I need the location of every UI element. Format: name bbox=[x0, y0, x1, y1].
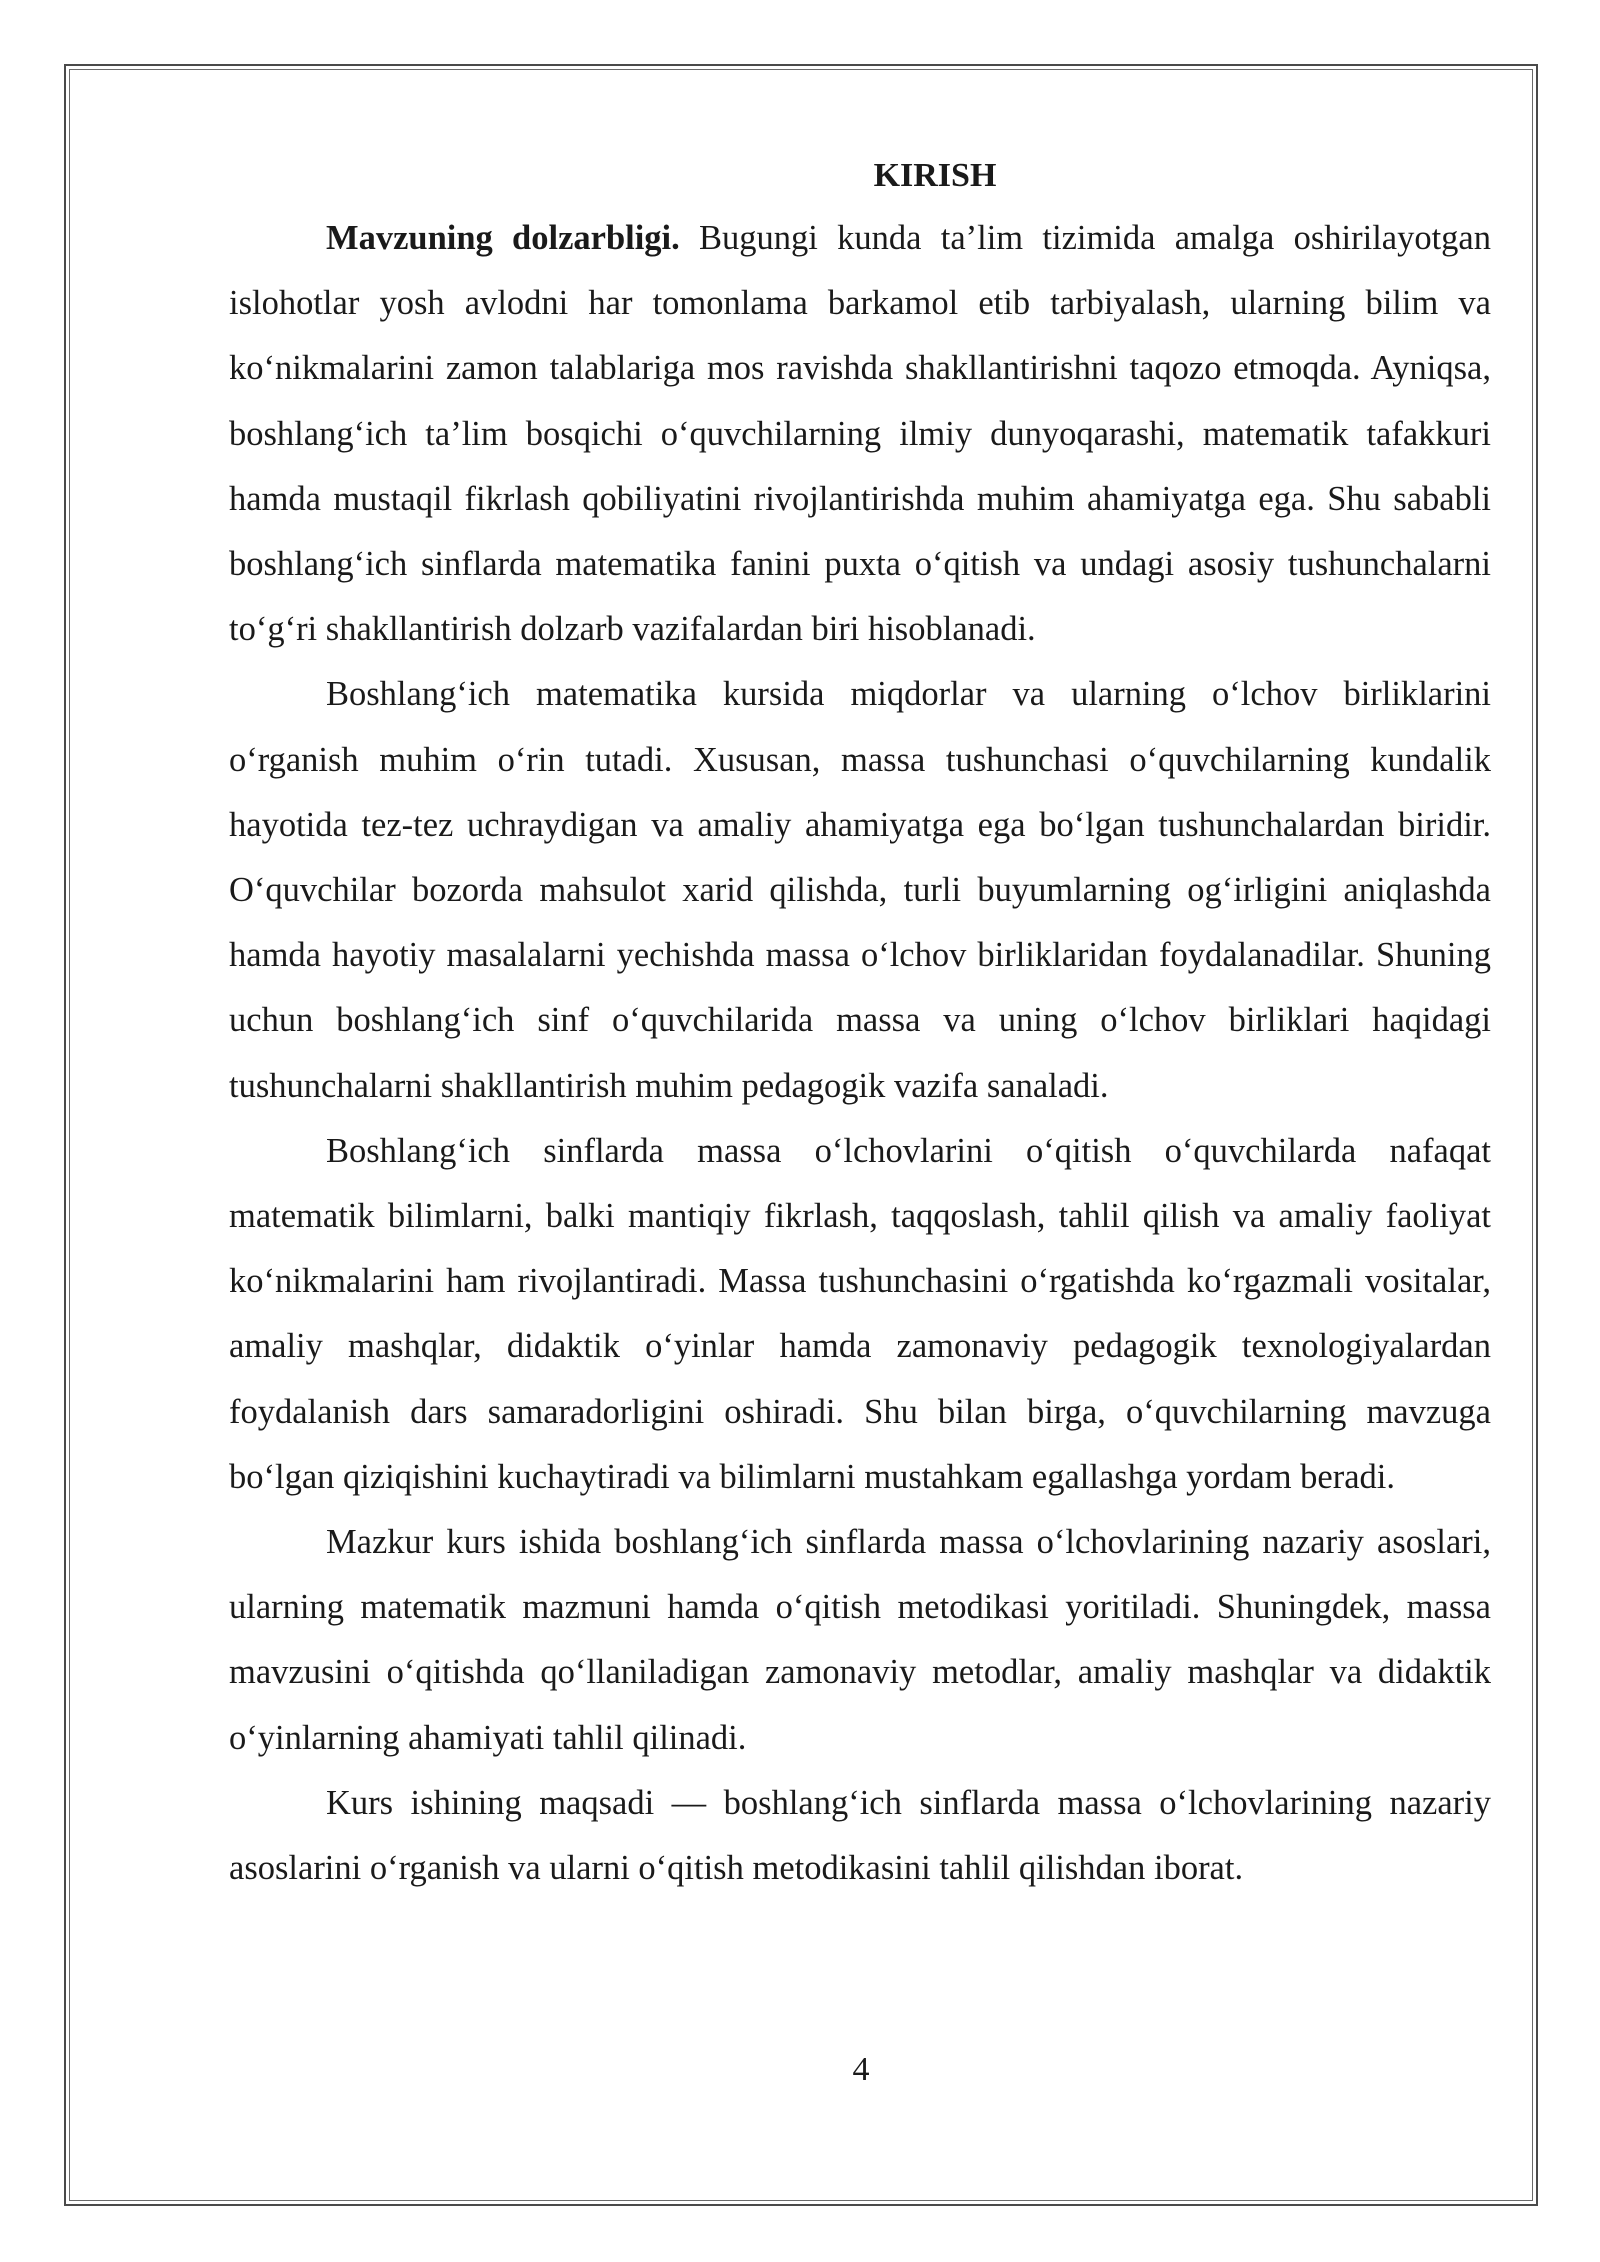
paragraph-relevance bbox=[229, 206, 1491, 662]
section-title: KIRISH bbox=[873, 157, 997, 194]
paragraph-lead: Mavzuning dolzarbligi. bbox=[326, 219, 680, 257]
paragraph-quantities: Boshlang‘ich matematika kursida miqdorlar va ularning o‘lchov birliklarini o‘rganish muhim o‘rin tutadi. Xususan, massa tushunchasi o‘quvchilarning kundalik hayotida tez-tez uchraydigan va amaliy ahamiyatga ega bo‘lgan tushunchalardan biridir. O‘quvchilar bozorda mahsulot xarid qilishda, turli buyumlarning og‘irligini aniqlashda hamda hayotiy masalalarni yechishda massa o‘lchov birliklaridan foydalanadilar. Shuning uchun boshlang‘ich sinf o‘quvchilarida massa va uning o‘lchov birliklari haqidagi tushunchalarni shakllantirish muhim pedagogik vazifa sanaladi. bbox=[229, 675, 1491, 1105]
paragraph-course-goal: Kurs ishining maqsadi — boshlang‘ich sinflarda massa o‘lchovlarining nazariy asoslarini o‘rganish va ularni o‘qitish metodikasini tahlil qilishdan iborat. bbox=[229, 1783, 1491, 1888]
paragraph-course-content: Mazkur kurs ishida boshlang‘ich sinflarda massa o‘lchovlarining nazariy asoslari, ularning matematik mazmuni hamda o‘qitish metodikasi yoritiladi. Shuningdek, massa mavzusini o‘qitishda qo‘llaniladigan zamonaviy metodlar, amaliy mashqlar va didaktik o‘yinlarning ahamiyati tahlil qilinadi. bbox=[229, 1523, 1491, 1757]
paragraph-text: Bugungi kunda ta’lim tizimida amalga oshirilayotgan islohotlar yosh avlodni har tomonlama barkamol etib tarbiyalash, ularning bilim va ko‘nikmalarini zamon talablariga mos ravishda shakllantirishni taqozo etmoqda. Ayniqsa, boshlang‘ich ta’lim bosqichi o‘quvchilarning ilmiy dunyoqarashi, matematik tafakkuri hamda mustaqil fikrlash qobiliyatini rivojlantirishda muhim ahamiyatga ega. Shu sababli boshlang‘ich sinflarda matematika fanini puxta o‘qitish va undagi asosiy tushunchalarni to‘g‘ri shakllantirish dolzarb vazifalardan biri hisoblanadi. bbox=[229, 219, 1491, 649]
paragraph-teaching-mass: Boshlang‘ich sinflarda massa o‘lchovlarini o‘qitish o‘quvchilarda nafaqat matematik bilimlarni, balki mantiqiy fikrlash, taqqoslash, tahlil qilish va amaliy faoliyat ko‘nikmalarini ham rivojlantiradi. Massa tushunchasini o‘rgatishda ko‘rgazmali vositalar, amaliy mashqlar, didaktik o‘yinlar hamda zamonaviy pedagogik texnologiyalardan foydalanish dars samaradorligini oshiradi. Shu bilan birga, o‘quvchilarning mavzuga bo‘lgan qiziqishini kuchaytiradi va bilimlarni mustahkam egallashga yordam beradi. bbox=[229, 1131, 1491, 1496]
page-number: 4 bbox=[852, 2051, 870, 2088]
document-body bbox=[229, 146, 1491, 1901]
